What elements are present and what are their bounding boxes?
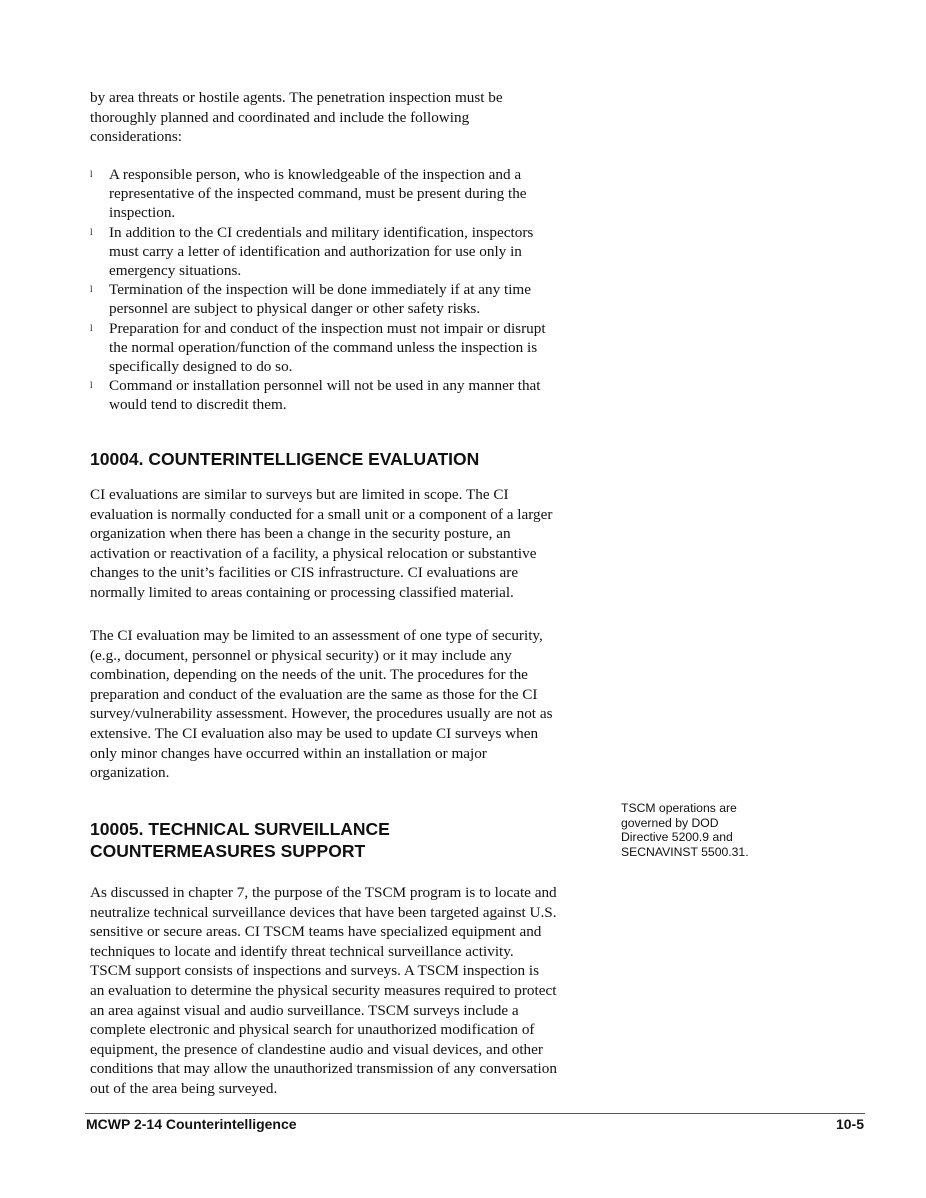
section-heading-10004: 10004. COUNTERINTELLIGENCE EVALUATION [90,449,480,469]
text-line: sensitive or secure areas. CI TSCM teams have specialized equipment and [90,923,542,941]
text-line: normally limited to areas containing or processing classified material. [90,583,514,601]
margin-note [621,801,749,859]
text-line: emergency situations. [109,262,242,280]
text-line: extensive. The CI evaluation also may be used to update CI surveys when [90,724,539,742]
tscm-paragraph [90,883,630,1099]
text-line: out of the area being surveyed. [90,1079,278,1097]
text-line: would tend to discredit them. [109,396,287,414]
text-line: specifically designed to do so. [109,358,293,376]
heading-line: 10005. TECHNICAL SURVEILLANCE [90,819,390,839]
section-heading-10005 [90,818,390,862]
text-line: must carry a letter of identification and authorization for use only in [109,242,522,260]
text-line: CI evaluations are similar to surveys but are limited in scope. The CI [90,486,509,503]
text-line: evaluation is normally conducted for a small unit or a component of a larger [90,505,553,523]
footer-divider [85,1113,865,1114]
text-line: activation or reactivation of a facility, a physical relocation or substantive [90,544,537,562]
text-line: techniques to locate and identify threat technical surveillance activity. [90,942,514,960]
list-item [90,165,546,223]
intro-paragraph [90,88,630,147]
text-line: (e.g., document, personnel or physical security) or it may include any [90,646,512,664]
text-line: combination, depending on the needs of the unit. The procedures for the [90,666,528,684]
text-line: governed by DOD [621,815,719,830]
text-line: complete electronic and physical search for unauthorized modification of [90,1021,535,1039]
text-line: the normal operation/function of the command unless the inspection is [109,338,538,356]
text-line: TSCM support consists of inspections and surveys. A TSCM inspection is [90,962,540,980]
footer-title: MCWP 2-14 Counterintelligence [86,1116,297,1132]
text-line: inspection. [109,204,176,222]
text-line: Termination of the inspection will be done immediately if at any time [109,281,531,299]
text-line: thoroughly planned and coordinated and include the following [90,108,470,126]
bullet-icon: l [90,284,93,295]
bullet-icon: l [90,169,93,179]
text-line: an area against visual and audio surveillance. TSCM surveys include a [90,1001,519,1019]
text-line: Directive 5200.9 and [621,830,733,845]
text-line: by area threats or hostile agents. The penetration inspection must be [90,89,503,106]
text-line: equipment, the presence of clandestine audio and visual devices, and other [90,1040,543,1058]
heading-line: COUNTERMEASURES SUPPORT [90,841,366,861]
text-line: only minor changes have occurred within an installation or major [90,744,487,762]
text-line: survey/vulnerability assessment. However, the procedures usually are not as [90,705,553,723]
text-line: personnel are subject to physical danger or other safety risks. [109,300,481,318]
list-item [90,319,546,377]
text-line: Preparation for and conduct of the inspection must not impair or disrupt [109,319,546,337]
text-line: A responsible person, who is knowledgeable of the inspection and a [109,166,522,183]
evaluation-paragraph-2 [90,626,630,783]
list-item [90,280,546,318]
text-line: considerations: [90,128,182,146]
page-number: 10-5 [835,1116,864,1132]
text-line: neutralize technical surveillance devices that have been targeted against U.S. [90,903,557,921]
bullet-icon: l [90,226,93,237]
list-item [90,223,546,281]
text-line: preparation and conduct of the evaluation are the same as those for the CI [90,685,538,703]
text-line: SECNAVINST 5500.31. [621,844,749,859]
list-item [90,376,546,414]
bullet-icon: l [90,380,93,391]
text-line: representative of the inspected command, must be present during the [109,185,527,203]
text-line: organization when there has been a change in the security posture, an [90,525,511,543]
text-line: an evaluation to determine the physical security measures required to protect [90,981,557,999]
text-line: As discussed in chapter 7, the purpose of the TSCM program is to locate and [90,884,557,901]
text-line: changes to the unit’s facilities or CIS infrastructure. CI evaluations are [90,564,519,582]
bullet-icon: l [90,322,93,333]
text-line: conditions that may allow the unauthorized transmission of any conversation [90,1060,557,1078]
text-line: In addition to the CI credentials and military identification, inspectors [109,223,534,241]
evaluation-paragraph-1 [90,485,630,603]
text-line: Command or installation personnel will not be used in any manner that [109,377,541,395]
considerations-list [90,165,546,415]
text-line: The CI evaluation may be limited to an assessment of one type of security, [90,627,543,644]
text-line: TSCM operations are [621,801,737,815]
text-line: organization. [90,764,170,782]
